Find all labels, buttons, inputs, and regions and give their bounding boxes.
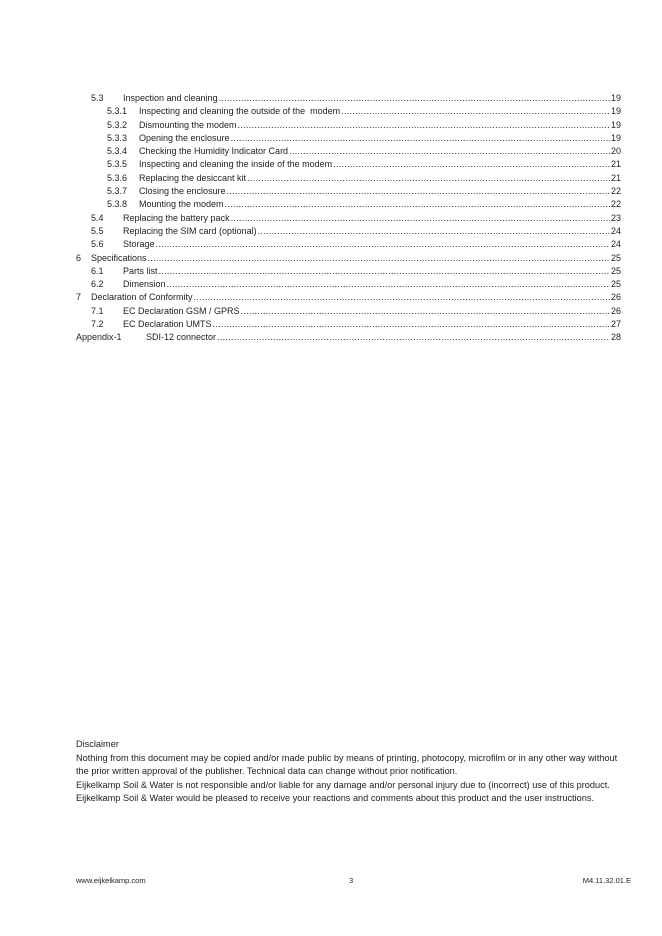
toc-entry-number: 6.2 [91, 279, 104, 290]
footer-website: www.eijkelkamp.com [76, 876, 146, 885]
toc-dot-leader [217, 331, 610, 344]
toc-entry[interactable] [76, 225, 621, 238]
toc-entry-number: 5.4 [91, 212, 104, 223]
toc-dot-leader [231, 132, 610, 145]
toc-entry-title: Parts list [123, 265, 158, 276]
toc-entry-title: Inspection and cleaning [123, 93, 218, 103]
toc-entry[interactable] [76, 265, 621, 278]
toc-entry[interactable] [76, 198, 621, 211]
toc-entry[interactable] [76, 331, 621, 344]
toc-entry-number: 5.3.4 [107, 146, 128, 157]
toc-entry[interactable] [76, 278, 621, 291]
toc-entry-title: Mounting the modem [139, 199, 224, 210]
toc-entry-page: 25 [610, 252, 621, 263]
toc-entry-page: 19 [610, 106, 621, 117]
toc-dot-leader [213, 318, 610, 331]
toc-dot-leader [148, 252, 610, 265]
toc-entry-page: 27 [610, 319, 621, 330]
toc-entry[interactable] [76, 318, 621, 331]
toc-entry-number: Appendix-1 [76, 332, 122, 343]
toc-entry-title: Replacing the battery pack [123, 212, 230, 223]
toc-entry[interactable] [76, 305, 621, 318]
table-of-contents [76, 92, 621, 345]
toc-entry-page: 19 [610, 132, 621, 143]
toc-entry-title: SDI-12 connector [146, 332, 217, 343]
toc-entry[interactable] [76, 238, 621, 251]
toc-entry[interactable] [76, 132, 621, 145]
toc-entry-title: EC Declaration UMTS [123, 319, 212, 330]
footer-page-number: 3 [349, 876, 354, 885]
toc-dot-leader [156, 238, 610, 251]
toc-entry-title: Checking the Humidity Indicator Card [139, 146, 289, 157]
toc-dot-leader [333, 158, 610, 171]
disclaimer-liability-text: Eijkelkamp Soil & Water is not responsible and/or liable for any damage and/or personal injury due to (incorrect) use of this product. Eijkelkamp Soil & Water would be pleased to receive your reactions and comments about this product and the user instructions. [76, 779, 610, 804]
toc-dot-leader [159, 265, 610, 278]
toc-entry-page: 22 [610, 186, 621, 197]
toc-entry-page: 19 [610, 119, 621, 130]
toc-entry-title: Dimension [123, 279, 166, 290]
toc-entry[interactable] [76, 145, 621, 158]
toc-entry[interactable] [76, 172, 621, 185]
toc-entry-title: Inspecting and cleaning the outside of the modem [139, 106, 341, 117]
toc-entry-page: 19 [610, 93, 621, 103]
toc-entry-title: Specifications [91, 252, 147, 263]
disclaimer-heading: Disclaimer [76, 739, 119, 749]
toc-dot-leader [238, 119, 610, 132]
page-footer [76, 876, 631, 890]
toc-entry-page: 25 [610, 265, 621, 276]
toc-entry[interactable] [76, 119, 621, 132]
toc-entry-number: 6 [76, 252, 82, 263]
toc-dot-leader [289, 145, 610, 158]
toc-entry-title: Dismounting the modem [139, 119, 237, 130]
toc-entry-number: 6.1 [91, 265, 104, 276]
toc-entry-number: 7 [76, 292, 82, 303]
toc-entry-page: 26 [610, 292, 621, 303]
toc-entry-title: Inspecting and cleaning the inside of the modem [139, 159, 333, 170]
toc-entry[interactable] [76, 105, 621, 118]
toc-entry-number: 5.6 [91, 239, 104, 250]
toc-dot-leader [225, 198, 610, 211]
toc-dot-leader [194, 291, 610, 304]
toc-entry-page: 28 [610, 332, 621, 343]
toc-entry-number: 5.3.2 [107, 119, 128, 130]
toc-entry-page: 26 [610, 305, 621, 316]
toc-dot-leader [241, 305, 610, 318]
toc-dot-leader [227, 185, 610, 198]
toc-entry-number: 5.3.7 [107, 186, 128, 197]
toc-entry-number: 5.5 [91, 225, 104, 236]
toc-entry-number: 5.3.6 [107, 172, 128, 183]
toc-entry-title: Declaration of Conformity [91, 292, 193, 303]
toc-entry-title: Opening the enclosure [139, 132, 230, 143]
toc-entry-title: Closing the enclosure [139, 186, 226, 197]
toc-entry[interactable] [76, 158, 621, 171]
toc-entry-number: 5.3.8 [107, 199, 128, 210]
toc-entry[interactable] [76, 252, 621, 265]
toc-entry-page: 21 [610, 172, 621, 183]
toc-entry-page: 22 [610, 199, 621, 210]
toc-entry-number: 5.3.1 [107, 106, 128, 117]
toc-entry-page: 24 [610, 225, 621, 236]
toc-dot-leader [247, 172, 610, 185]
toc-entry[interactable] [76, 291, 621, 304]
toc-entry-number: 7.1 [91, 305, 104, 316]
toc-dot-leader [258, 225, 610, 238]
toc-dot-leader [231, 212, 610, 225]
toc-entry-number: 7.2 [91, 319, 104, 330]
toc-entry-number: 5.3.5 [107, 159, 128, 170]
toc-entry-page: 25 [610, 279, 621, 290]
footer-doc-code: M4.11.32.01.E [582, 876, 631, 885]
toc-dot-leader [167, 278, 610, 291]
toc-entry-title: Replacing the desiccant kit [139, 172, 247, 183]
disclaimer [76, 738, 631, 806]
toc-entry-page: 20 [610, 146, 621, 157]
toc-entry-page: 24 [610, 239, 621, 250]
toc-entry-title: EC Declaration GSM / GPRS [123, 305, 240, 316]
toc-dot-leader [341, 105, 610, 118]
toc-entry[interactable] [76, 185, 621, 198]
toc-entry-page: 23 [610, 212, 621, 223]
toc-entry-number: 5.3 [91, 93, 104, 103]
toc-entry-number: 5.3.3 [107, 132, 128, 143]
toc-dot-leader [219, 92, 610, 105]
toc-entry-page: 21 [610, 159, 621, 170]
toc-entry-title: Storage [123, 239, 155, 250]
toc-entry[interactable] [76, 212, 621, 225]
toc-entry[interactable] [76, 92, 621, 105]
disclaimer-copyright-text: Nothing from this document may be copied and/or made public by means of printing, photocopy, microfilm or in any other way without the prior written approval of the publisher. Technical data can change without prior notification. [76, 752, 618, 777]
toc-entry-title: Replacing the SIM card (optional) [123, 225, 257, 236]
